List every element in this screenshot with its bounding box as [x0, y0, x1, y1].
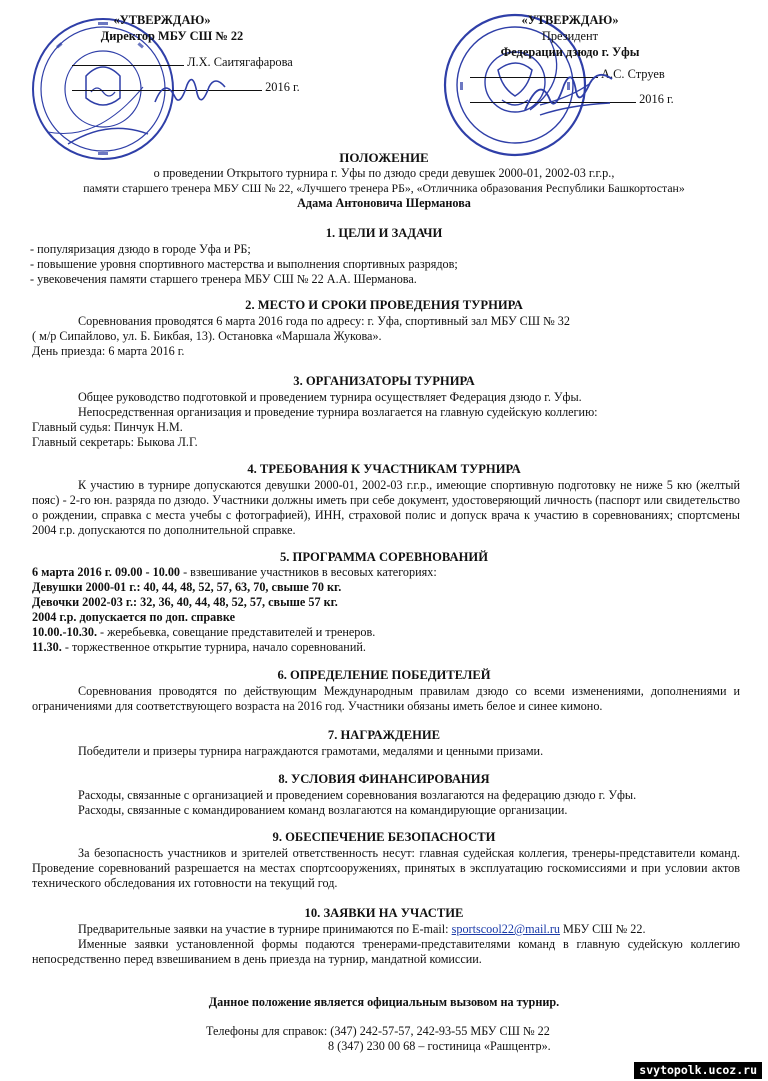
email-link[interactable]: sportscool22@mail.ru [451, 922, 560, 936]
document-subtitle-line2: памяти старшего тренера МБУ СШ № 22, «Лучшего тренера РБ», «Отличника образования Республики Башкортостан» [83, 181, 685, 195]
approval-left-name: Л.Х. Саитягафарова [187, 55, 293, 69]
phones-line-2: 8 (347) 230 00 68 – гостиница «Рашцентр». [328, 1039, 551, 1053]
section-3-heading: 3. ОРГАНИЗАТОРЫ ТУРНИРА [293, 374, 475, 388]
list-item: - повышение уровня спортивного мастерства и выполнения спортивных разрядов; [30, 257, 458, 271]
section-3-chief-secretary: Главный секретарь: Быкова Л.Г. [32, 435, 198, 449]
approval-left-title: «УТВЕРЖДАЮ» [113, 13, 211, 27]
approval-right-name: А.С. Струев [601, 67, 665, 81]
section-2-address: ( м/р Сипайлово, ул. Б. Бикбая, 13). Остановка «Маршала Жукова». [32, 329, 382, 343]
section-3-p2: Непосредственная организация и проведение турнира возлагается на главную судейскую коллегию: [78, 405, 598, 419]
section-8-p2: Расходы, связанные с командированием команд возлагаются на командирующие организации. [78, 803, 568, 817]
phones-line-1: Телефоны для справок: (347) 242-57-57, 242-93-55 МБУ СШ № 22 [206, 1024, 550, 1038]
section-7-body [32, 744, 740, 759]
document-subtitle-line3: Адама Антоновича Шерманова [297, 196, 471, 210]
document-title: ПОЛОЖЕНИЕ [339, 150, 429, 165]
section-9-text: За безопасность участников и зрителей ответственность несут: главная судейская коллегия, тренеры-представители команд. Проведение соревнований разрешается на местах спортсооружениях, принятых в эксплуатацию госкомиссиями и при условии актов технического обследования их готовности на текущий год. [32, 846, 740, 890]
program-time: 11.30. [32, 640, 62, 654]
section-8-p1: Расходы, связанные с организацией и проведением соревнования возлагаются на федерацию дзюдо г. Уфы. [78, 788, 637, 802]
section-10-heading: 10. ЗАЯВКИ НА УЧАСТИЕ [304, 906, 464, 920]
section-8-body [32, 788, 740, 818]
section-2-body [32, 314, 740, 359]
approval-right-year: 2016 г. [639, 92, 674, 106]
document-subtitle-line1: о проведении Открытого турнира г. Уфы по дзюдо среди девушек 2000-01, 2002-03 г.г.р., [153, 166, 615, 180]
approval-right-title: «УТВЕРЖДАЮ» [521, 13, 619, 27]
list-item: - увековечения памяти старшего тренера МБУ СШ № 22 А.А. Шерманова. [30, 272, 417, 286]
section-5-heading: 5. ПРОГРАММА СОРЕВНОВАНИЙ [279, 550, 489, 564]
approval-right-org: Федерации дзюдо г. Уфы [500, 45, 640, 59]
left-signature [150, 72, 240, 112]
program-girls-2002: Девочки 2002-03 г.: 32, 36, 40, 44, 48, 52, 57, свыше 57 кг. [32, 595, 338, 609]
section-10-p1: Предварительные заявки на участие в турнире принимаются по E-mail: [78, 922, 452, 936]
section-3-body [32, 390, 740, 450]
approval-right-position: Президент [541, 29, 599, 43]
approval-left-position: Директор МБУ СШ № 22 [100, 29, 244, 43]
official-invitation-note: Данное положение является официальным вызовом на турнир. [208, 995, 560, 1009]
section-7-text: Победители и призеры турнира награждаются грамотами, медалями и ценными призами. [78, 744, 544, 758]
section-6-body [32, 684, 740, 714]
section-10-p1-end: МБУ СШ № 22. [560, 922, 646, 936]
program-text: - взвешивание участников в весовых категориях: [180, 565, 437, 579]
program-text: - жеребьевка, совещание представителей и тренеров. [97, 625, 376, 639]
program-time: 6 марта 2016 г. 09.00 - 10.00 [32, 565, 181, 579]
section-9-body [32, 846, 740, 891]
section-2-text: Соревнования проводятся 6 марта 2016 года по адресу: г. Уфа, спортивный зал МБУ СШ № 32 [78, 314, 570, 328]
section-2-arrival: День приезда: 6 марта 2016 г. [32, 344, 185, 358]
program-time: 10.00.-10.30. [32, 625, 97, 639]
section-7-heading: 7. НАГРАЖДЕНИЕ [327, 728, 441, 742]
section-4-text: К участию в турнире допускаются девушки 2000-01, 2002-03 г.г.р., имеющие спортивную подготовку не ниже 5 кю (желтый пояс) - 2-го юн. разряда по дзюдо. Участники должны иметь при себе документ, удостоверяющий личность (паспорт или свидетельство о рождении, справка с места учебы с фотографией), ИНН, страховой полис и допуск врача к участию в соревнованиях; спортсмены 2004 г.р. допускаются по дополнительной справке. [32, 478, 740, 537]
program-2004: 2004 г.р. допускается по доп. справке [32, 610, 235, 624]
approval-left-year: 2016 г. [265, 80, 300, 94]
right-signature [520, 70, 620, 120]
site-watermark: svytopolk.ucoz.ru [634, 1062, 762, 1079]
section-6-heading: 6. ОПРЕДЕЛЕНИЕ ПОБЕДИТЕЛЕЙ [277, 668, 491, 682]
section-4-heading: 4. ТРЕБОВАНИЯ К УЧАСТНИКАМ ТУРНИРА [247, 462, 521, 476]
section-1-heading: 1. ЦЕЛИ И ЗАДАЧИ [325, 226, 443, 240]
section-10-p2: Именные заявки установленной формы подаются тренерами-представителями команд в главную судейскую коллегию непосредственно перед взвешиванием в день приезда на турнир, мандатной комиссии. [32, 937, 740, 966]
section-8-heading: 8. УСЛОВИЯ ФИНАНСИРОВАНИЯ [278, 772, 490, 786]
program-girls-2000: Девушки 2000-01 г.: 40, 44, 48, 52, 57, 63, 70, свыше 70 кг. [32, 580, 342, 594]
section-6-text: Соревнования проводятся по действующим Международным правилам дзюдо со всеми изменениями, дополнениями и ограничениями для соответствующего возраста на 2016 год. Участники обязаны иметь белое и синее кимоно. [32, 684, 740, 713]
section-4-body [32, 478, 740, 538]
section-3-p1: Общее руководство подготовкой и проведением турнира осуществляет Федерация дзюдо г. Уфы. [78, 390, 582, 404]
section-10-body [32, 922, 740, 967]
section-2-heading: 2. МЕСТО И СРОКИ ПРОВЕДЕНИЯ ТУРНИРА [245, 298, 523, 312]
section-1-body [30, 242, 738, 287]
program-text: - торжественное открытие турнира, начало соревнований. [61, 640, 366, 654]
list-item: - популяризация дзюдо в городе Уфа и РБ; [30, 242, 251, 256]
section-5-body [32, 565, 740, 655]
section-9-heading: 9. ОБЕСПЕЧЕНИЕ БЕЗОПАСНОСТИ [272, 830, 496, 844]
section-3-chief-judge: Главный судья: Пинчук Н.М. [32, 420, 183, 434]
